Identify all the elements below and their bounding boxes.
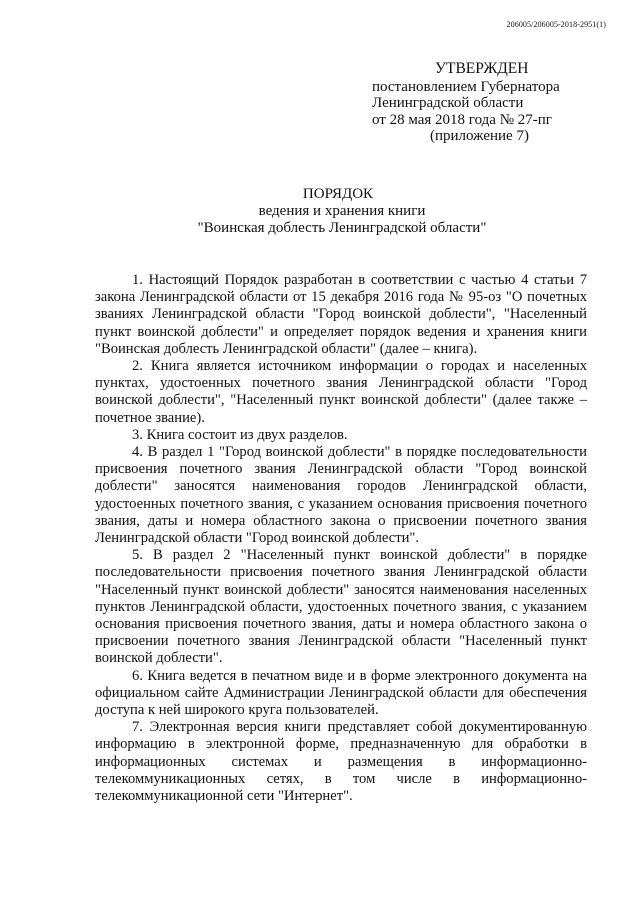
paragraph: 5. В раздел 2 "Населенный пункт воинской доблести" в порядке последовательности присвоения почетного звания Ленинградской области "Населенный пункт воинской доблести" заносятся наименования населенных пунктов Ленинградской области, удостоенных почетного звания, с указанием основания присвоения почетного звания, даты и номера областного закона о присвоении почетного звания Ленинградской области "Населенный пункт воинской доблести". [95, 547, 587, 667]
paragraph: 1. Настоящий Порядок разработан в соответствии с частью 4 статьи 7 закона Ленинградской области от 15 декабря 2016 года № 95-оз "О почетных званиях Ленинградской области "Город воинской доблести", "Населенный пункт воинской доблести" и определяет порядок ведения и хранения книги "Воинская доблесть Ленинградской области" (далее – книга). [95, 272, 587, 357]
document-body [95, 272, 587, 805]
approval-stamp [360, 61, 600, 145]
title-subtitle: "Воинская доблесть Ленинградской области" [197, 220, 487, 236]
paragraph: 7. Электронная версия книги представляет собой документированную информацию в электронной форме, предназначенную для обработки в информационных системах и размещения в информационно-телекоммуникационных сетях, в том числе в информационно-телекоммуникационной сети "Интернет". [95, 719, 587, 805]
approval-line: Ленинградской области [372, 95, 524, 111]
document-code: 206005/206005-2018-2951(1) [506, 20, 606, 29]
paragraph: 2. Книга является источником информации о городах и населенных пунктах, удостоенных почетного звания Ленинградской области "Город воинской доблести", "Населенный пункт воинской доблести" (далее также – почетное звание). [95, 358, 587, 426]
approval-line: от 28 мая 2018 года № 27-пг [372, 111, 552, 128]
paragraph: 4. В раздел 1 "Город воинской доблести" в порядке последовательности присвоения почетного звания Ленинградской области "Город воинской доблести" заносятся наименования городов Ленинградской области, удостоенных почетного звания, с указанием основания присвоения почетного звания, даты и номера областного закона о присвоении почетного звания Ленинградской области "Город воинской доблести". [95, 444, 587, 547]
paragraph: 3. Книга состоит из двух разделов. [132, 426, 348, 443]
approval-title: УТВЕРЖДЕН [435, 60, 529, 77]
title-subtitle: ведения и хранения книги [258, 203, 426, 219]
approval-line: постановлением Губернатора [372, 78, 560, 95]
title-main: ПОРЯДОК [302, 186, 374, 202]
document-title [0, 186, 640, 237]
paragraph: 6. Книга ведется в печатном виде и в форме электронного документа на официальном сайте Администрации Ленинградской области для обеспечения доступа к ней широкого круга пользователей. [95, 667, 587, 719]
approval-line: (приложение 7) [430, 128, 529, 144]
